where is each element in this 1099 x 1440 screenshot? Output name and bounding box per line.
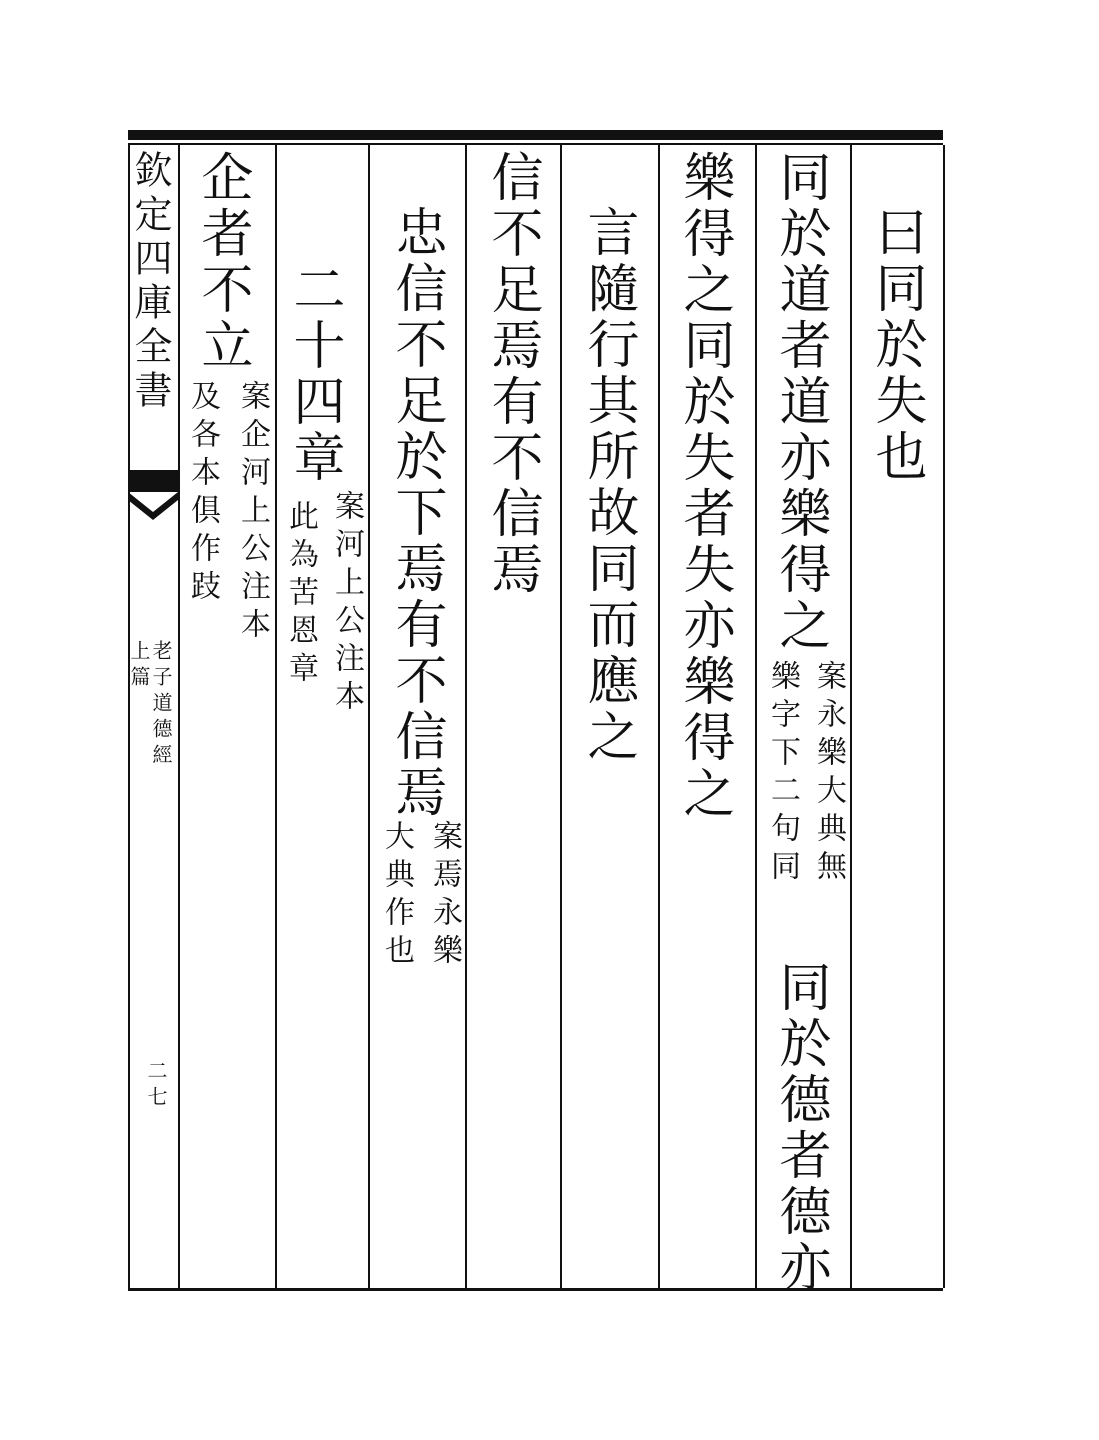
annotation-7b: 此為苦恩章 [283,500,318,690]
column-divider [368,145,370,1288]
text-column-1: 曰同於失也 [866,205,926,485]
text-column-6: 忠信不足於下焉有不信焉 [386,205,446,821]
fish-tail-mark-icon [128,470,178,520]
text-column-5: 信不足焉有不信焉 [482,150,542,598]
book-title: 欽定四庫全書 [128,150,172,414]
text-column-8: 企者不立 [192,150,252,374]
section-label: 上篇 [127,640,151,692]
top-border [128,130,943,140]
annotation-8b: 及各本俱作跂 [185,380,220,608]
column-divider [275,145,277,1288]
column-divider [658,145,660,1288]
page-number: 二七 [144,1060,168,1112]
column-divider [465,145,467,1288]
text-column-3: 樂得之同於失者失亦樂得之 [674,150,734,822]
annotation-6b: 大典作也 [379,820,414,972]
annotation-2a: 案永樂大典無 [811,660,846,888]
annotation-2b: 樂字下二句同 [765,660,800,888]
column-divider [755,145,757,1288]
work-title: 老子道德經 [149,640,173,770]
column-divider [560,145,562,1288]
annotation-7a: 案河上公注本 [329,490,364,718]
annotation-8a: 案企河上公注本 [235,380,270,646]
column-divider [943,145,945,1288]
text-column-4: 言隨行其所故同而應之 [578,205,638,765]
text-column-2: 同於道者道亦樂得之 [770,150,830,654]
text-column-2b: 同於德者德亦 [770,960,830,1296]
top-border-thin [128,143,943,145]
column-divider [850,145,852,1288]
chapter-heading: 二十四章 [284,262,344,486]
column-divider [178,145,180,1288]
annotation-6a: 案焉永樂 [427,820,462,972]
